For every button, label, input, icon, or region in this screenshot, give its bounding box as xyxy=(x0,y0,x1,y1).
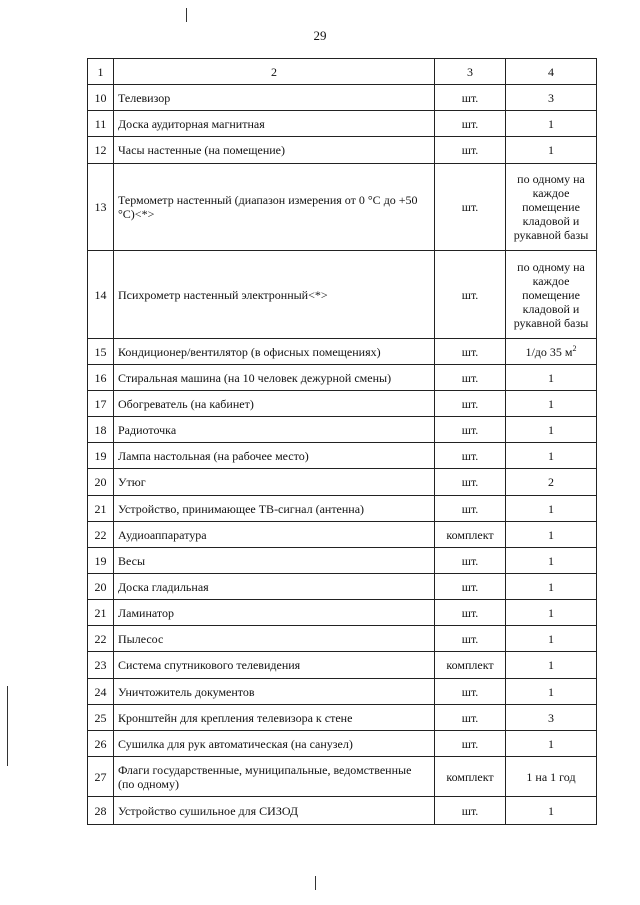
row-number: 12 xyxy=(88,137,114,164)
quantity xyxy=(506,548,597,574)
quantity xyxy=(506,797,597,825)
unit: шт. xyxy=(435,111,506,137)
table-row xyxy=(88,164,597,251)
item-name: Аудиоаппаратура xyxy=(114,522,435,548)
table-row xyxy=(88,600,597,626)
quantity xyxy=(506,469,597,496)
quantity-text: 3 xyxy=(548,710,554,725)
unit: шт. xyxy=(435,600,506,626)
row-number: 13 xyxy=(88,164,114,251)
row-number: 25 xyxy=(88,705,114,731)
quantity xyxy=(506,705,597,731)
quantity xyxy=(506,137,597,164)
table-row xyxy=(88,339,597,365)
quantity-text: 1 xyxy=(548,579,554,594)
quantity-text: 1 на 1 год xyxy=(526,769,576,784)
unit: шт. xyxy=(435,365,506,391)
unit: шт. xyxy=(435,417,506,443)
item-name: Устройство, принимающее ТВ-сигнал (антенна) xyxy=(114,496,435,522)
header-cell-number: 1 xyxy=(88,59,114,85)
table-row xyxy=(88,626,597,652)
table-row xyxy=(88,443,597,469)
row-number: 17 xyxy=(88,391,114,417)
unit: шт. xyxy=(435,496,506,522)
equipment-table xyxy=(87,58,597,825)
table-row xyxy=(88,548,597,574)
row-number: 10 xyxy=(88,85,114,111)
unit: шт. xyxy=(435,443,506,469)
header-row xyxy=(88,59,597,85)
row-number: 24 xyxy=(88,679,114,705)
table-row xyxy=(88,365,597,391)
quantity xyxy=(506,600,597,626)
table-row xyxy=(88,797,597,825)
table-row xyxy=(88,679,597,705)
scan-mark-left xyxy=(7,686,8,766)
table-row xyxy=(88,757,597,797)
quantity xyxy=(506,251,597,339)
unit: шт. xyxy=(435,705,506,731)
row-number: 28 xyxy=(88,797,114,825)
quantity xyxy=(506,391,597,417)
quantity-text: 1 xyxy=(548,803,554,818)
quantity-text: 1 xyxy=(548,553,554,568)
unit: шт. xyxy=(435,391,506,417)
header-cell-name: 2 xyxy=(114,59,435,85)
quantity-superscript: 2 xyxy=(572,343,577,353)
row-number: 22 xyxy=(88,626,114,652)
quantity-text: 1 xyxy=(548,658,554,672)
quantity-text: 1 xyxy=(548,631,554,646)
quantity-text: по одному на каждое помещение кладовой и рукавной базы xyxy=(513,259,589,330)
item-name: Часы настенные (на помещение) xyxy=(114,137,435,164)
quantity xyxy=(506,365,597,391)
table-row xyxy=(88,705,597,731)
item-name: Лампа настольная (на рабочее место) xyxy=(114,443,435,469)
row-number: 14 xyxy=(88,251,114,339)
item-name: Утюг xyxy=(114,469,435,496)
table-row xyxy=(88,469,597,496)
item-name: Сушилка для рук автоматическая (на санузел) xyxy=(114,731,435,757)
unit: комплект xyxy=(435,522,506,548)
table-row xyxy=(88,652,597,679)
row-number: 16 xyxy=(88,365,114,391)
unit: шт. xyxy=(435,548,506,574)
quantity-text: 1 xyxy=(548,422,554,437)
table-row xyxy=(88,731,597,757)
quantity xyxy=(506,757,597,797)
item-name: Устройство сушильное для СИЗОД xyxy=(114,797,435,825)
header-cell-quantity: 4 xyxy=(506,59,597,85)
item-name: Обогреватель (на кабинет) xyxy=(114,391,435,417)
quantity xyxy=(506,574,597,600)
table-row xyxy=(88,391,597,417)
row-number: 22 xyxy=(88,522,114,548)
table-row xyxy=(88,137,597,164)
unit: шт. xyxy=(435,137,506,164)
row-number: 15 xyxy=(88,339,114,365)
quantity-text: 1 xyxy=(548,527,554,542)
row-number: 19 xyxy=(88,548,114,574)
item-name: Термометр настенный (диапазон измерения от 0 °С до +50 °С)<*> xyxy=(114,164,435,251)
unit: шт. xyxy=(435,626,506,652)
quantity xyxy=(506,679,597,705)
unit: шт. xyxy=(435,251,506,339)
item-name: Кронштейн для крепления телевизора к стене xyxy=(114,705,435,731)
table-row xyxy=(88,251,597,339)
table-row xyxy=(88,417,597,443)
table-row xyxy=(88,85,597,111)
quantity-text: 3 xyxy=(548,90,554,105)
quantity xyxy=(506,111,597,137)
item-name: Радиоточка xyxy=(114,417,435,443)
scan-mark-top xyxy=(186,8,187,22)
quantity-text: 2 xyxy=(548,475,554,489)
unit: шт. xyxy=(435,574,506,600)
item-name: Ламинатор xyxy=(114,600,435,626)
row-number: 21 xyxy=(88,600,114,626)
row-number: 27 xyxy=(88,757,114,797)
row-number: 26 xyxy=(88,731,114,757)
item-name: Система спутникового телевидения xyxy=(114,652,435,679)
item-name: Уничтожитель документов xyxy=(114,679,435,705)
item-name: Весы xyxy=(114,548,435,574)
table-row xyxy=(88,574,597,600)
unit: шт. xyxy=(435,797,506,825)
table-row xyxy=(88,496,597,522)
item-name: Доска аудиторная магнитная xyxy=(114,111,435,137)
unit: шт. xyxy=(435,731,506,757)
unit: шт. xyxy=(435,339,506,365)
unit: шт. xyxy=(435,85,506,111)
row-number: 11 xyxy=(88,111,114,137)
page-number: 29 xyxy=(313,28,327,43)
item-name: Доска гладильная xyxy=(114,574,435,600)
item-name: Кондиционер/вентилятор (в офисных помещениях) xyxy=(114,339,435,365)
table-row xyxy=(88,111,597,137)
quantity xyxy=(506,522,597,548)
quantity xyxy=(506,164,597,251)
quantity-text: 1 xyxy=(548,501,554,516)
unit: шт. xyxy=(435,469,506,496)
row-number: 20 xyxy=(88,574,114,600)
quantity xyxy=(506,443,597,469)
quantity xyxy=(506,496,597,522)
unit: комплект xyxy=(435,757,506,797)
item-name: Психрометр настенный электронный<*> xyxy=(114,251,435,339)
row-number: 21 xyxy=(88,496,114,522)
quantity xyxy=(506,417,597,443)
row-number: 23 xyxy=(88,652,114,679)
quantity-text: 1 xyxy=(548,448,554,463)
quantity-text: 1 xyxy=(548,605,554,620)
quantity xyxy=(506,626,597,652)
row-number: 20 xyxy=(88,469,114,496)
header-cell-unit: 3 xyxy=(435,59,506,85)
quantity-text: 1 xyxy=(548,370,554,385)
item-name: Стиральная машина (на 10 человек дежурной смены) xyxy=(114,365,435,391)
item-name: Телевизор xyxy=(114,85,435,111)
quantity-text: 1 xyxy=(548,736,554,751)
quantity-text: 1 xyxy=(548,116,554,131)
unit: шт. xyxy=(435,164,506,251)
item-name: Флаги государственные, муниципальные, ведомственные (по одному) xyxy=(114,757,435,797)
table-row xyxy=(88,522,597,548)
row-number: 18 xyxy=(88,417,114,443)
scan-mark-bottom xyxy=(315,876,316,890)
quantity xyxy=(506,339,597,365)
quantity xyxy=(506,85,597,111)
quantity-text: 1 xyxy=(548,143,554,157)
quantity-text: по одному на каждое помещение кладовой и рукавной базы xyxy=(513,172,589,242)
row-number: 19 xyxy=(88,443,114,469)
quantity xyxy=(506,731,597,757)
unit: комплект xyxy=(435,652,506,679)
quantity-text: 1 xyxy=(548,396,554,411)
quantity xyxy=(506,652,597,679)
item-name: Пылесос xyxy=(114,626,435,652)
unit: шт. xyxy=(435,679,506,705)
quantity-text: 1/до 35 м xyxy=(525,344,573,359)
quantity-text: 1 xyxy=(548,684,554,699)
